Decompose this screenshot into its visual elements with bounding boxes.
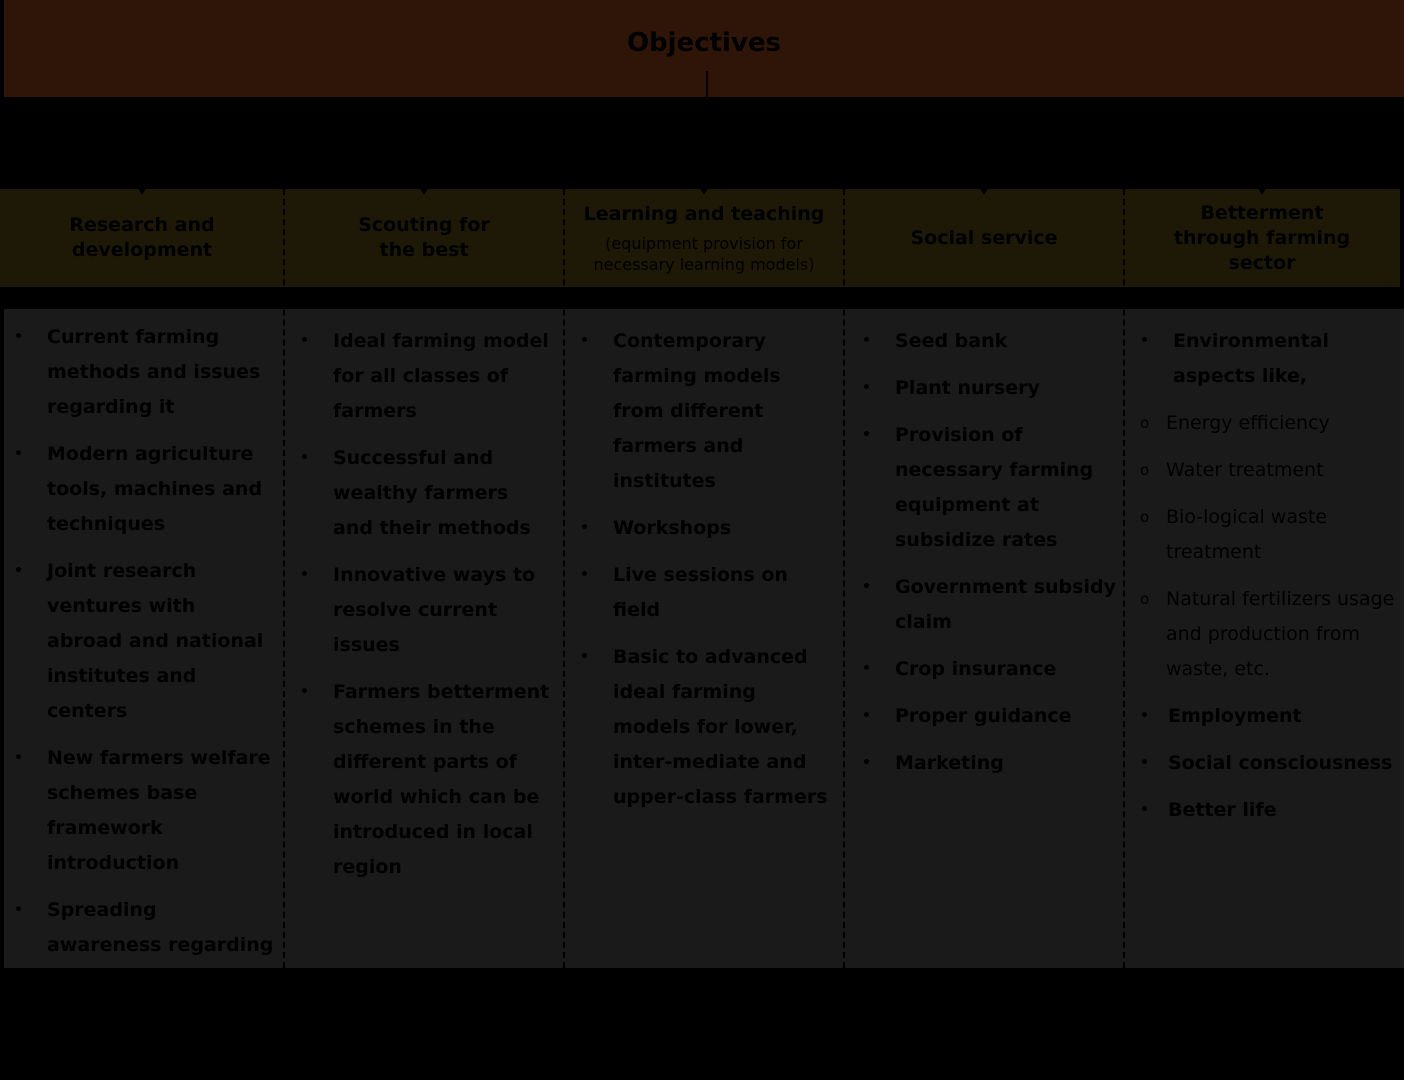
list-item: • Better life [1140, 793, 1395, 828]
column-social [862, 324, 1117, 793]
list-item: • Successful and wealthy farmers and their methods [300, 441, 550, 546]
heading-social [844, 189, 1124, 287]
bullet-list [1140, 324, 1395, 828]
heading-research [0, 189, 284, 287]
connector-band [0, 97, 1404, 189]
heading-betterment [1124, 189, 1400, 287]
heading-scouting [284, 189, 564, 287]
list-item: • Seed bank [862, 324, 1117, 359]
list-item: • Social consciousness [1140, 746, 1395, 781]
column-divider [1123, 189, 1125, 968]
list-item: • Employment [1140, 699, 1395, 734]
list-item: • Innovative ways to resolve current issues [300, 558, 550, 663]
column-learning [580, 324, 830, 827]
list-item: • Modern agriculture tools, machines and techniques [14, 437, 276, 542]
sub-list-item: o Water treatment [1140, 453, 1395, 488]
list-item: • Joint research ventures with abroad and national institutes and centers [14, 554, 276, 729]
sub-list-item: o Natural fertilizers usage and production from waste, etc. [1140, 582, 1395, 687]
list-item: • Plant nursery [862, 371, 1117, 406]
heading-sublabel: (equipment provision for necessary learning models) [593, 233, 815, 274]
list-item: • Basic to advanced ideal farming models for lower, inter-mediate and upper-class farmers [580, 640, 830, 815]
list-item: • Environmental aspects like, [1140, 324, 1395, 394]
column-scouting [300, 324, 550, 897]
heading-label: Learning and teaching [583, 202, 825, 225]
list-item: • Government subsidy claim [862, 570, 1117, 640]
arrow-icon [419, 187, 429, 195]
column-research [14, 320, 276, 1080]
list-item: • Crop insurance [862, 652, 1117, 687]
objectives-box [4, 0, 1404, 97]
heading-label: Social service [910, 226, 1058, 249]
connector-line [706, 71, 708, 97]
column-divider [843, 189, 845, 968]
arrow-icon [699, 187, 709, 195]
column-divider [283, 189, 285, 968]
list-item: • Contemporary farming models from different farmers and institutes [580, 324, 830, 499]
heading-label: Betterment through farming sector [1173, 201, 1351, 274]
heading-label: Scouting for the best [358, 214, 490, 261]
column-divider [563, 189, 565, 968]
sub-list-item: o Energy efficiency [1140, 406, 1395, 441]
bullet-list [14, 320, 276, 1068]
objectives-title: Objectives [626, 28, 782, 58]
list-item: • Current farming methods and issues regarding it [14, 320, 276, 425]
heading-label: Research and development [69, 214, 215, 261]
heading-learning [564, 189, 844, 287]
list-item: • Workshops [580, 511, 830, 546]
arrow-icon [137, 187, 147, 195]
bullet-list [300, 324, 550, 885]
arrow-icon [1257, 187, 1267, 195]
list-item: • Provision of necessary farming equipment at subsidize rates [862, 418, 1117, 558]
list-item: • Proper guidance [862, 699, 1117, 734]
separator-band [0, 287, 1404, 309]
list-item: • Live sessions on field [580, 558, 830, 628]
list-item: • Spreading awareness regarding farming evolution and latest trends in the market [14, 893, 276, 1068]
arrow-icon [979, 187, 989, 195]
bullet-list [580, 324, 830, 815]
column-betterment [1140, 324, 1395, 840]
sub-list-item: o Bio-logical waste treatment [1140, 500, 1395, 570]
list-item: • Ideal farming model for all classes of farmers [300, 324, 550, 429]
list-item: • New farmers welfare schemes base framework introduction [14, 741, 276, 881]
list-item: • Marketing [862, 746, 1117, 781]
list-item: • Farmers betterment schemes in the different parts of world which can be introduced in local region [300, 675, 550, 885]
bullet-list [862, 324, 1117, 781]
